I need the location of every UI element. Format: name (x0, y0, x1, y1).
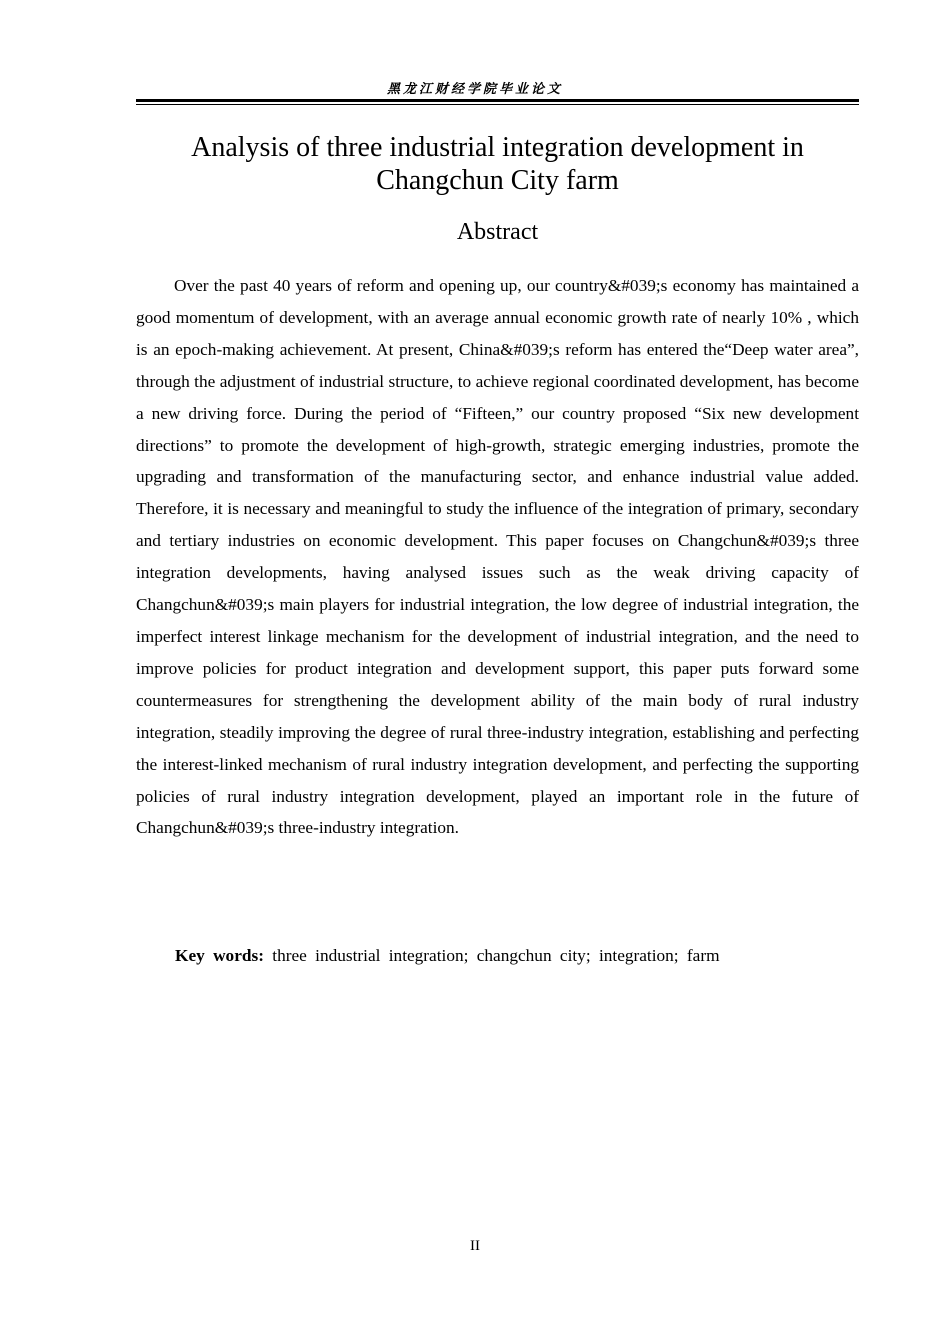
document-title: Analysis of three industrial integration development in Changchun City farm (191, 132, 804, 196)
header-rule-thick (136, 99, 859, 102)
abstract-heading: Abstract (456, 219, 539, 245)
header-rule-thin (136, 104, 859, 105)
abstract-body: Over the past 40 years of reform and opening up, our country&#039;s economy has maintained a good momentum of development, with an average annual economic growth rate of nearly 10% , which is an epoch-making achievement. At present, China&#039;s reform has entered the“Deep water area”, through the adjustment of industrial structure, to achieve regional coordinated development, has become a new driving force. During the period of “Fifteen,” our country proposed “Six new development directions” to promote the development of high-growth, strategic emerging industries, promote the upgrading and transformation of the manufacturing sector, and enhance industrial value added. Therefore, it is necessary and meaningful to study the influence of the integration of primary, secondary and tertiary industries on economic development. This paper focuses on Changchun&#039;s three integration developments, having analysed issues such as the weak driving capacity of Changchun&#039;s main players for industrial integration, the low degree of industrial integration, the imperfect interest linkage mechanism for the development of industrial integration, and the need to improve policies for product integration and development support, this paper puts forward some countermeasures for strengthening the development ability of the main body of rural industry integration, steadily improving the degree of rural three-industry integration, establishing and perfecting the interest-linked mechanism of rural industry integration development, and perfecting the supporting policies of rural industry integration development, played an important role in the future of Changchun&#039;s three-industry integration. (136, 276, 859, 838)
page-number: II (470, 1238, 480, 1254)
keywords-value: three industrial integration; changchun city; integration; farm (272, 946, 720, 965)
keywords-line (175, 941, 859, 971)
keywords-label: Key words: (175, 946, 264, 965)
running-header: 黑龙江财经学院毕业论文 (386, 82, 563, 97)
